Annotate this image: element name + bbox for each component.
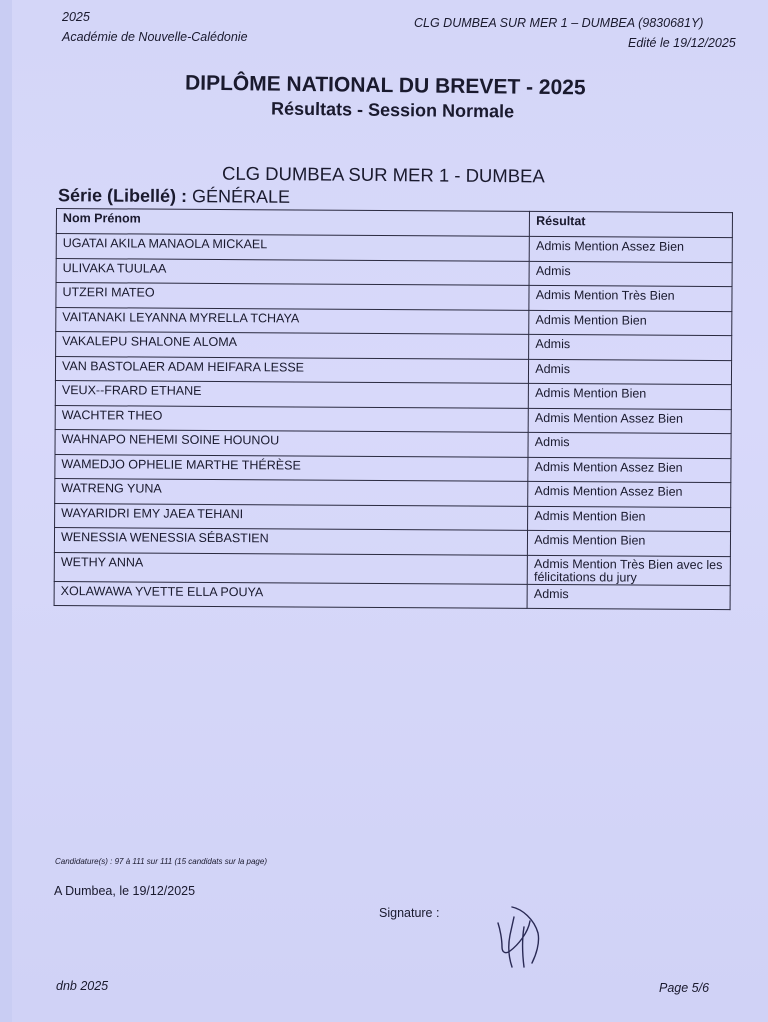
- place-date: A Dumbea, le 19/12/2025: [54, 884, 196, 898]
- cell-name: VEUX--FRARD ETHANE: [55, 380, 528, 407]
- cell-result: Admis Mention Très Bien: [529, 285, 732, 311]
- cell-name: WAHNAPO NEHEMI SOINE HOUNOU: [55, 429, 528, 456]
- document-id: dnb 2025: [56, 979, 109, 993]
- table-row: [54, 581, 730, 610]
- cell-result: Admis Mention Bien: [528, 506, 731, 532]
- column-header-name: Nom Prénom: [56, 209, 529, 237]
- signature-mark: [488, 905, 548, 975]
- cell-result: Admis: [529, 334, 732, 360]
- cell-name: VAKALEPU SHALONE ALOMA: [56, 332, 529, 359]
- cell-name: UGATAI AKILA MANAOLA MICKAEL: [56, 234, 529, 261]
- cell-result: Admis: [528, 432, 731, 458]
- header-academy: Académie de Nouvelle-Calédonie: [62, 30, 248, 44]
- cell-result: Admis Mention Assez Bien: [529, 236, 732, 262]
- header-year: 2025: [62, 10, 90, 24]
- cell-name: VAN BASTOLAER ADAM HEIFARA LESSE: [55, 356, 528, 383]
- cell-result: Admis Mention Bien: [529, 383, 732, 409]
- results-table: [54, 208, 733, 610]
- cell-name: WAMEDJO OPHELIE MARTHE THÉRÈSE: [55, 454, 528, 481]
- cell-result: Admis: [527, 584, 730, 610]
- cell-name: WETHY ANNA: [54, 552, 527, 584]
- header-school-code: CLG DUMBEA SUR MER 1 – DUMBEA (9830681Y): [414, 16, 704, 30]
- document-subtitle: Résultats - Session Normale: [270, 98, 515, 122]
- cell-name: UTZERI MATEO: [56, 283, 529, 310]
- serie-line: [58, 185, 290, 208]
- cell-result: Admis Mention Bien: [529, 310, 732, 336]
- cell-name: WENESSIA WENESSIA SÉBASTIEN: [54, 527, 527, 554]
- cell-result: Admis Mention Bien: [528, 530, 731, 556]
- table-row: [54, 552, 730, 585]
- header-edited-date: Edité le 19/12/2025: [628, 36, 736, 50]
- cell-result: Admis Mention Assez Bien: [528, 481, 731, 507]
- cell-result: Admis: [529, 261, 732, 287]
- cell-result: Admis Mention Assez Bien: [528, 408, 731, 434]
- college-name: CLG DUMBEA SUR MER 1 - DUMBEA: [221, 162, 545, 187]
- candidatures-note: Candidature(s) : 97 à 111 sur 111 (15 candidats sur la page): [55, 857, 267, 866]
- cell-name: XOLAWAWA YVETTE ELLA POUYA: [54, 581, 527, 608]
- cell-name: WACHTER THEO: [55, 405, 528, 432]
- document-title: DIPLÔME NATIONAL DU BREVET - 2025: [184, 71, 586, 100]
- cell-result: Admis: [529, 359, 732, 385]
- cell-name: ULIVAKA TUULAA: [56, 258, 529, 285]
- cell-name: VAITANAKI LEYANNA MYRELLA TCHAYA: [56, 307, 529, 334]
- cell-name: WATRENG YUNA: [55, 478, 528, 505]
- column-header-result: Résultat: [530, 211, 733, 237]
- page-number: Page 5/6: [659, 981, 710, 995]
- serie-value: GÉNÉRALE: [191, 186, 291, 207]
- serie-label: Série (Libellé) :: [57, 185, 188, 207]
- cell-result: Admis Mention Assez Bien: [528, 457, 731, 483]
- cell-result: Admis Mention Très Bien avec les félicitations du jury: [527, 555, 730, 585]
- cell-name: WAYARIDRI EMY JAEA TEHANI: [55, 503, 528, 530]
- signature-label: Signature :: [379, 906, 440, 920]
